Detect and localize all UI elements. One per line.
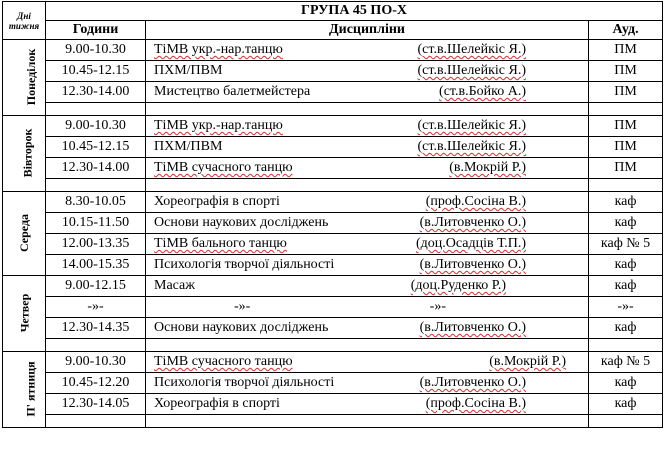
discipline-cell bbox=[146, 40, 589, 61]
room-cell: каф bbox=[589, 318, 663, 339]
time-cell: 12.30-14.35 bbox=[46, 318, 146, 339]
spacer-row bbox=[3, 339, 663, 352]
room-cell: каф № 5 bbox=[589, 352, 663, 373]
subject-name: Масаж bbox=[154, 278, 195, 293]
teacher-name: (доц.Осадців Т.П.) bbox=[415, 236, 526, 251]
teacher-name: (в.Мокрій Р.) bbox=[449, 160, 526, 175]
room-cell: ПМ bbox=[589, 158, 663, 179]
teacher-name: (ст.в.Шелейкіс Я.) bbox=[417, 139, 526, 154]
teacher-name: (в.Мокрій Р.) bbox=[489, 354, 566, 369]
teacher-name: (проф.Сосіна В.) bbox=[425, 194, 526, 209]
time-cell: 10.45-12.15 bbox=[46, 61, 146, 82]
discipline-cell bbox=[146, 234, 589, 255]
day-cell-friday bbox=[3, 352, 46, 428]
time-cell: 8.30-10.05 bbox=[46, 192, 146, 213]
subject-name: -»- bbox=[234, 299, 251, 314]
room-cell: ПМ bbox=[589, 116, 663, 137]
teacher-name: (ст.в.Шелейкіс Я.) bbox=[417, 42, 526, 57]
time-cell: 9.00-12.15 bbox=[46, 276, 146, 297]
time-cell: 9.00-10.30 bbox=[46, 352, 146, 373]
day-label: П' ятниця bbox=[23, 361, 38, 417]
room-cell: каф bbox=[589, 394, 663, 415]
table-row bbox=[3, 116, 663, 137]
subject-name: Основи наукових досліджень bbox=[154, 215, 329, 230]
subject-name: Психологія творчої діяльності bbox=[154, 257, 335, 272]
table-row bbox=[3, 61, 663, 82]
time-cell: 12.00-13.35 bbox=[46, 234, 146, 255]
room-cell: каф bbox=[589, 192, 663, 213]
room-cell: ПМ bbox=[589, 137, 663, 158]
discipline-cell bbox=[146, 213, 589, 234]
room-cell: каф bbox=[589, 373, 663, 394]
subject-name: ПХМ/ПВМ bbox=[154, 139, 223, 154]
room-cell: каф № 5 bbox=[589, 234, 663, 255]
subject-name: ТіМВ укр.-нар.танцю bbox=[154, 42, 283, 57]
room-cell: ПМ bbox=[589, 40, 663, 61]
time-cell: 10.45-12.15 bbox=[46, 137, 146, 158]
time-cell: 10.15-11.50 bbox=[46, 213, 146, 234]
room-cell: каф bbox=[589, 255, 663, 276]
teacher-name: (в.Литовченко О.) bbox=[419, 215, 526, 230]
time-cell: 12.30-14.00 bbox=[46, 82, 146, 103]
day-label: Понеділок bbox=[24, 48, 39, 106]
discipline-cell bbox=[146, 116, 589, 137]
day-label: Четвер bbox=[16, 293, 31, 333]
time-cell: 9.00-10.30 bbox=[46, 116, 146, 137]
day-label: Середа bbox=[17, 213, 31, 253]
time-cell: 14.00-15.35 bbox=[46, 255, 146, 276]
subject-name: ТіМВ сучасного танцю bbox=[154, 354, 293, 369]
teacher-name: (в.Литовченко О.) bbox=[419, 320, 526, 335]
table-row bbox=[3, 373, 663, 394]
table-row bbox=[3, 213, 663, 234]
discipline-cell bbox=[146, 158, 589, 179]
time-cell: -»- bbox=[46, 297, 146, 318]
spacer-row bbox=[3, 103, 663, 116]
group-title: ГРУПА 45 ПО-Х bbox=[46, 2, 663, 21]
discipline-cell bbox=[146, 297, 589, 318]
teacher-name: (проф.Сосіна В.) bbox=[425, 396, 526, 411]
subject-name: ТіМВ бального танцю bbox=[154, 236, 287, 251]
teacher-name: (ст.в.Шелейкіс Я.) bbox=[417, 63, 526, 78]
subject-name: Психологія творчої діяльності bbox=[154, 375, 335, 390]
discipline-cell bbox=[146, 276, 589, 297]
subject-name: Основи наукових досліджень bbox=[154, 320, 329, 335]
subject-name: Хореографія в спорті bbox=[154, 396, 280, 411]
teacher-name: -»- bbox=[429, 299, 446, 314]
table-row bbox=[3, 158, 663, 179]
subject-name: ПХМ/ПВМ bbox=[154, 63, 223, 78]
teacher-name: (в.Литовченко О.) bbox=[419, 375, 526, 390]
table-row bbox=[3, 82, 663, 103]
teacher-name: (в.Литовченко О.) bbox=[419, 257, 526, 272]
table-row bbox=[3, 352, 663, 373]
room-cell: ПМ bbox=[589, 82, 663, 103]
spacer-row bbox=[3, 179, 663, 192]
discipline-cell bbox=[146, 352, 589, 373]
time-cell: 12.30-14.05 bbox=[46, 394, 146, 415]
discipline-cell bbox=[146, 137, 589, 158]
table-row bbox=[3, 297, 663, 318]
table-row bbox=[3, 276, 663, 297]
table-row bbox=[3, 394, 663, 415]
spacer-row bbox=[3, 415, 663, 428]
discipline-cell bbox=[146, 373, 589, 394]
discipline-cell bbox=[146, 82, 589, 103]
discipline-cell bbox=[146, 61, 589, 82]
subject-name: Хореографія в спорті bbox=[154, 194, 280, 209]
discipline-cell bbox=[146, 318, 589, 339]
teacher-name: (ст.в.Бойко А.) bbox=[439, 84, 526, 99]
teacher-name: (ст.в.Шелейкіс Я.) bbox=[417, 118, 526, 133]
room-cell: ПМ bbox=[589, 61, 663, 82]
discipline-cell bbox=[146, 394, 589, 415]
schedule-table bbox=[2, 1, 663, 428]
table-row bbox=[3, 192, 663, 213]
day-label: Вівторок bbox=[20, 128, 35, 178]
subject-name: ТіМВ укр.-нар.танцю bbox=[154, 118, 283, 133]
room-cell: каф bbox=[589, 276, 663, 297]
subject-name: ТіМВ сучасного танцю bbox=[154, 160, 293, 175]
room-cell: -»- bbox=[589, 297, 663, 318]
time-cell: 12.30-14.00 bbox=[46, 158, 146, 179]
table-row bbox=[3, 137, 663, 158]
day-cell-monday bbox=[3, 40, 46, 116]
discipline-cell bbox=[146, 192, 589, 213]
room-column-header: Ауд. bbox=[589, 21, 663, 40]
day-cell-thursday bbox=[3, 276, 46, 352]
table-row bbox=[3, 40, 663, 61]
time-cell: 9.00-10.30 bbox=[46, 40, 146, 61]
day-cell-tuesday bbox=[3, 116, 46, 192]
room-cell: каф bbox=[589, 213, 663, 234]
table-row bbox=[3, 255, 663, 276]
day-cell-wednesday bbox=[3, 192, 46, 276]
table-row bbox=[3, 234, 663, 255]
teacher-name: (доц.Руденко Р.) bbox=[410, 278, 506, 293]
days-header: Дні тижня bbox=[3, 2, 46, 40]
subject-name: Мистецтво балетмейстера bbox=[154, 84, 311, 99]
hours-column-header: Години bbox=[46, 21, 146, 40]
discipline-cell bbox=[146, 255, 589, 276]
table-row bbox=[3, 318, 663, 339]
time-cell: 10.45-12.20 bbox=[46, 373, 146, 394]
disciplines-column-header: Дисципліни bbox=[146, 21, 589, 40]
